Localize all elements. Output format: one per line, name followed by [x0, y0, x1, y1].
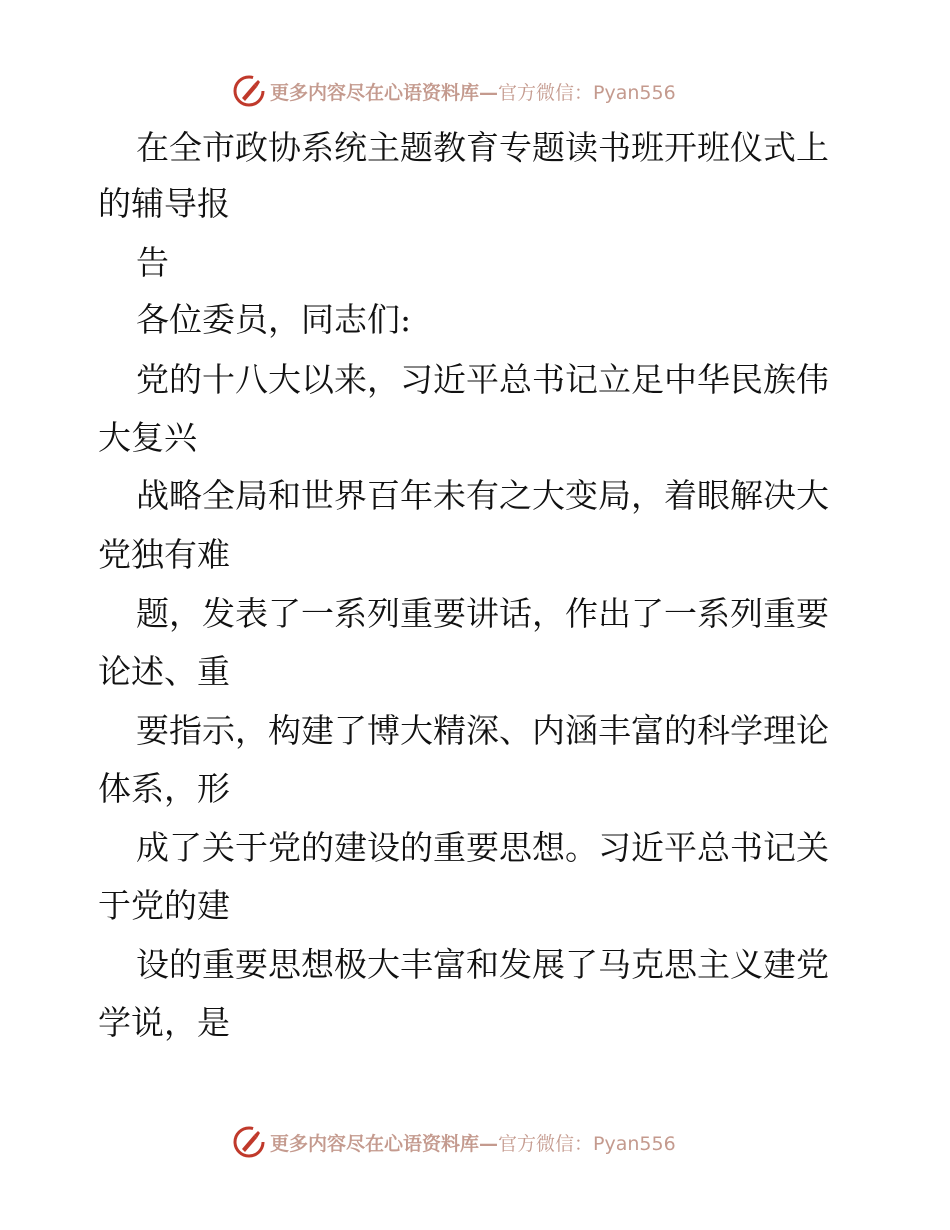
header-watermark-banner	[232, 73, 676, 109]
banner-text: 更多内容尽在心语资料库—	[270, 1132, 499, 1155]
body-line: 论述、重	[98, 652, 230, 691]
body-line: 成了关于党的建设的重要思想。习近平总书记关	[136, 828, 829, 867]
footer-watermark-banner	[232, 1124, 676, 1160]
body-line: 题，发表了一系列重要讲话，作出了一系列重要	[136, 594, 829, 633]
body-line: 战略全局和世界百年未有之大变局，着眼解决大	[136, 476, 829, 515]
body-line: 党独有难	[98, 535, 230, 574]
body-line: 党的十八大以来，习近平总书记立足中华民族伟	[136, 360, 829, 399]
body-line: 于党的建	[98, 886, 230, 925]
body-line: 学说，是	[98, 1003, 230, 1042]
body-line: 的辅导报	[98, 184, 230, 223]
body-line: 体系，形	[98, 769, 230, 808]
body-line: 要指示，构建了博大精深、内涵丰富的科学理论	[136, 711, 829, 750]
body-line: 在全市政协系统主题教育专题读书班开班仪式上	[136, 128, 829, 167]
banner-wechat: 官方微信：Pyan556	[498, 1132, 676, 1155]
body-line: 大复兴	[98, 418, 197, 457]
body-line: 告	[136, 243, 169, 282]
body-line: 各位委员，同志们:	[136, 300, 412, 339]
pen-logo-icon	[232, 74, 266, 108]
pen-logo-icon	[232, 1125, 266, 1159]
banner-wechat: 官方微信：Pyan556	[498, 81, 676, 104]
body-line: 设的重要思想极大丰富和发展了马克思主义建党	[136, 945, 829, 984]
banner-text: 更多内容尽在心语资料库—	[270, 81, 499, 104]
